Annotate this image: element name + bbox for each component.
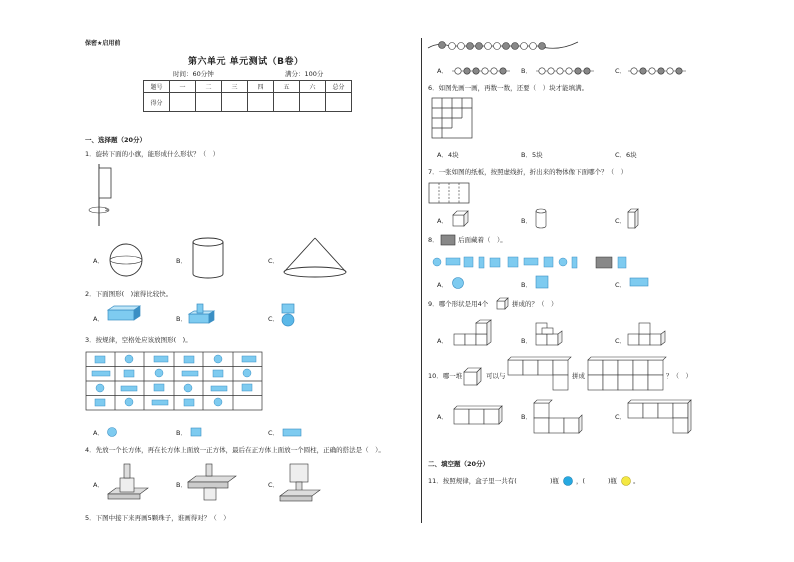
score-cell: 二 bbox=[196, 81, 222, 93]
single-cube-icon bbox=[462, 366, 484, 386]
option-a[interactable]: A．4块 bbox=[437, 151, 459, 159]
ball-icon[interactable] bbox=[106, 426, 118, 438]
option-c[interactable]: C． bbox=[615, 281, 627, 289]
option-a[interactable]: A． bbox=[93, 315, 104, 323]
option-b[interactable]: B． bbox=[176, 481, 187, 489]
pattern-grid bbox=[86, 352, 264, 412]
option-c[interactable]: C．6块 bbox=[615, 151, 637, 159]
sphere-cylinder-icon[interactable] bbox=[280, 302, 296, 328]
score-input-cell[interactable] bbox=[300, 93, 326, 112]
score-input-cell[interactable] bbox=[248, 93, 274, 112]
beads-b-icon[interactable] bbox=[536, 66, 594, 76]
question-8-text-after: 后面藏着（ ）。 bbox=[458, 236, 507, 244]
blocks-b-icon[interactable] bbox=[532, 398, 584, 438]
option-a[interactable]: A． bbox=[437, 337, 448, 345]
score-cell: 得分 bbox=[144, 93, 170, 112]
option-c[interactable]: C． bbox=[615, 337, 627, 345]
question-6-text: 6．如图先画一画，再数一数，还要（ ）块才能填满。 bbox=[428, 84, 589, 92]
option-c[interactable]: C． bbox=[268, 481, 280, 489]
blocks-a-icon[interactable] bbox=[452, 404, 504, 428]
question-9-text-after: 拼成的？（ ） bbox=[512, 300, 558, 308]
cube-stack-a-icon[interactable] bbox=[452, 320, 494, 350]
cube-stack-b-icon[interactable] bbox=[534, 320, 566, 350]
option-a[interactable]: A． bbox=[93, 257, 104, 265]
target-block-icon bbox=[586, 356, 668, 394]
column-divider bbox=[421, 38, 422, 523]
section-title: 二、填空题（20分） bbox=[428, 460, 490, 468]
option-c[interactable]: C． bbox=[615, 67, 627, 75]
score-input-cell[interactable] bbox=[222, 93, 248, 112]
question-11-text: 11．按照规律，盒子里一共有( bbox=[428, 477, 517, 485]
question-11-text-5: 。 bbox=[633, 477, 640, 485]
option-b[interactable]: B． bbox=[176, 429, 187, 437]
option-b[interactable]: B． bbox=[176, 257, 187, 265]
unit-cube-icon bbox=[496, 297, 510, 311]
blue-ball-icon bbox=[562, 475, 574, 487]
cylinder-side-icon[interactable] bbox=[628, 276, 652, 288]
yellow-ball-icon bbox=[620, 475, 632, 487]
question-11-text-2: )瓶 bbox=[550, 477, 560, 485]
cube-stack-c-icon[interactable] bbox=[626, 320, 666, 350]
option-a[interactable]: A． bbox=[93, 481, 104, 489]
score-cell: 总分 bbox=[326, 81, 352, 93]
option-a[interactable]: A． bbox=[437, 413, 448, 421]
cube-icon[interactable] bbox=[534, 274, 550, 290]
option-c[interactable]: C． bbox=[268, 429, 280, 437]
stack-c-icon[interactable] bbox=[278, 460, 322, 506]
stack-a-icon[interactable] bbox=[106, 460, 150, 504]
option-b[interactable]: B． bbox=[521, 337, 532, 345]
cuboid-icon[interactable] bbox=[281, 426, 303, 438]
question-10-text: 10．哪一堆 bbox=[428, 372, 463, 380]
cube-outline-icon[interactable] bbox=[452, 210, 470, 228]
prism-outline-icon[interactable] bbox=[626, 208, 640, 230]
question-9-text: 9．哪个形状是用4个 bbox=[428, 300, 489, 308]
option-c[interactable]: C． bbox=[268, 315, 280, 323]
cylinder-on-cube-icon[interactable] bbox=[187, 302, 217, 326]
score-cell: 六 bbox=[300, 81, 326, 93]
folding-net bbox=[428, 182, 472, 206]
beads-c-icon[interactable] bbox=[628, 66, 686, 76]
question-10-text-3: 拼成 bbox=[572, 372, 585, 380]
score-input-cell[interactable] bbox=[196, 93, 222, 112]
cuboid-stack-icon[interactable] bbox=[106, 304, 146, 324]
option-a[interactable]: A． bbox=[437, 67, 448, 75]
question-11-text-3: ，( bbox=[576, 477, 586, 485]
question-4-text: 4．先放一个长方体，再在长方体上面放一正方体，最后在正方体上面放一个圆柱，正确的搭法是（ ）。 bbox=[85, 446, 385, 454]
score-cell: 题号 bbox=[144, 81, 170, 93]
ball-icon[interactable] bbox=[451, 276, 465, 290]
question-8-text: 8． bbox=[428, 236, 439, 244]
beads-a-icon[interactable] bbox=[452, 66, 510, 76]
option-b[interactable]: B．5块 bbox=[521, 151, 543, 159]
page-title: 第六单元 单元测试（B卷） bbox=[188, 57, 304, 67]
option-c[interactable]: C． bbox=[615, 413, 627, 421]
cylinder-icon[interactable] bbox=[190, 236, 226, 280]
cone-icon[interactable] bbox=[280, 236, 350, 280]
option-c[interactable]: C． bbox=[615, 217, 627, 225]
cube-icon[interactable] bbox=[189, 426, 203, 438]
staircase-grid bbox=[432, 98, 476, 142]
score-input-cell[interactable] bbox=[326, 93, 352, 112]
score-cell: 一 bbox=[170, 81, 196, 93]
option-a[interactable]: A． bbox=[437, 281, 448, 289]
sphere-icon[interactable] bbox=[108, 242, 144, 278]
question-5-text: 5．下图中接下来再画5颗珠子，谁画得对？（ ） bbox=[85, 514, 230, 522]
score-input-cell[interactable] bbox=[170, 93, 196, 112]
question-11-text-4: )瓶 bbox=[608, 477, 618, 485]
question-7-text: 7．一张如图的纸板，按照虚线折，折出来的物体像下面哪个？（ ） bbox=[428, 168, 628, 176]
cylinder-outline-icon[interactable] bbox=[534, 208, 548, 230]
secret-label: 保密★启用前 bbox=[85, 40, 121, 47]
score-input-cell[interactable] bbox=[274, 93, 300, 112]
score-cell: 三 bbox=[222, 81, 248, 93]
option-c[interactable]: C． bbox=[268, 257, 280, 265]
option-b[interactable]: B． bbox=[521, 413, 532, 421]
score-label: 满分：100分 bbox=[285, 70, 324, 78]
option-b[interactable]: B． bbox=[521, 281, 532, 289]
question-1-text: 1．旋转下面的小旗，能形成什么形状？（ ） bbox=[85, 150, 220, 158]
option-a[interactable]: A． bbox=[93, 429, 104, 437]
option-a[interactable]: A． bbox=[437, 217, 448, 225]
blocks-c-icon[interactable] bbox=[626, 398, 694, 438]
partial-stack-icon bbox=[506, 356, 572, 394]
section-title: 一、选择题（20分） bbox=[85, 136, 147, 144]
option-b[interactable]: B． bbox=[521, 67, 532, 75]
score-cell: 四 bbox=[248, 81, 274, 93]
time-label: 时间：60分钟 bbox=[173, 70, 214, 78]
option-b[interactable]: B． bbox=[176, 315, 187, 323]
option-b[interactable]: B． bbox=[521, 217, 532, 225]
question-2-text: 2．下面图形( )滚得比较快。 bbox=[85, 290, 173, 298]
bead-string bbox=[428, 38, 588, 56]
score-table bbox=[143, 80, 352, 112]
stack-b-icon[interactable] bbox=[186, 460, 238, 504]
flag-figure bbox=[85, 164, 125, 234]
question-10-text-2: 可以与 bbox=[486, 372, 506, 380]
score-cell: 五 bbox=[274, 81, 300, 93]
question-3-text: 3．按规律，空格处应该放图形( )。 bbox=[85, 336, 192, 344]
question-10-text-4: ？（ ） bbox=[666, 372, 692, 380]
hidden-box-icon bbox=[440, 234, 456, 246]
shape-sequence bbox=[430, 254, 630, 270]
